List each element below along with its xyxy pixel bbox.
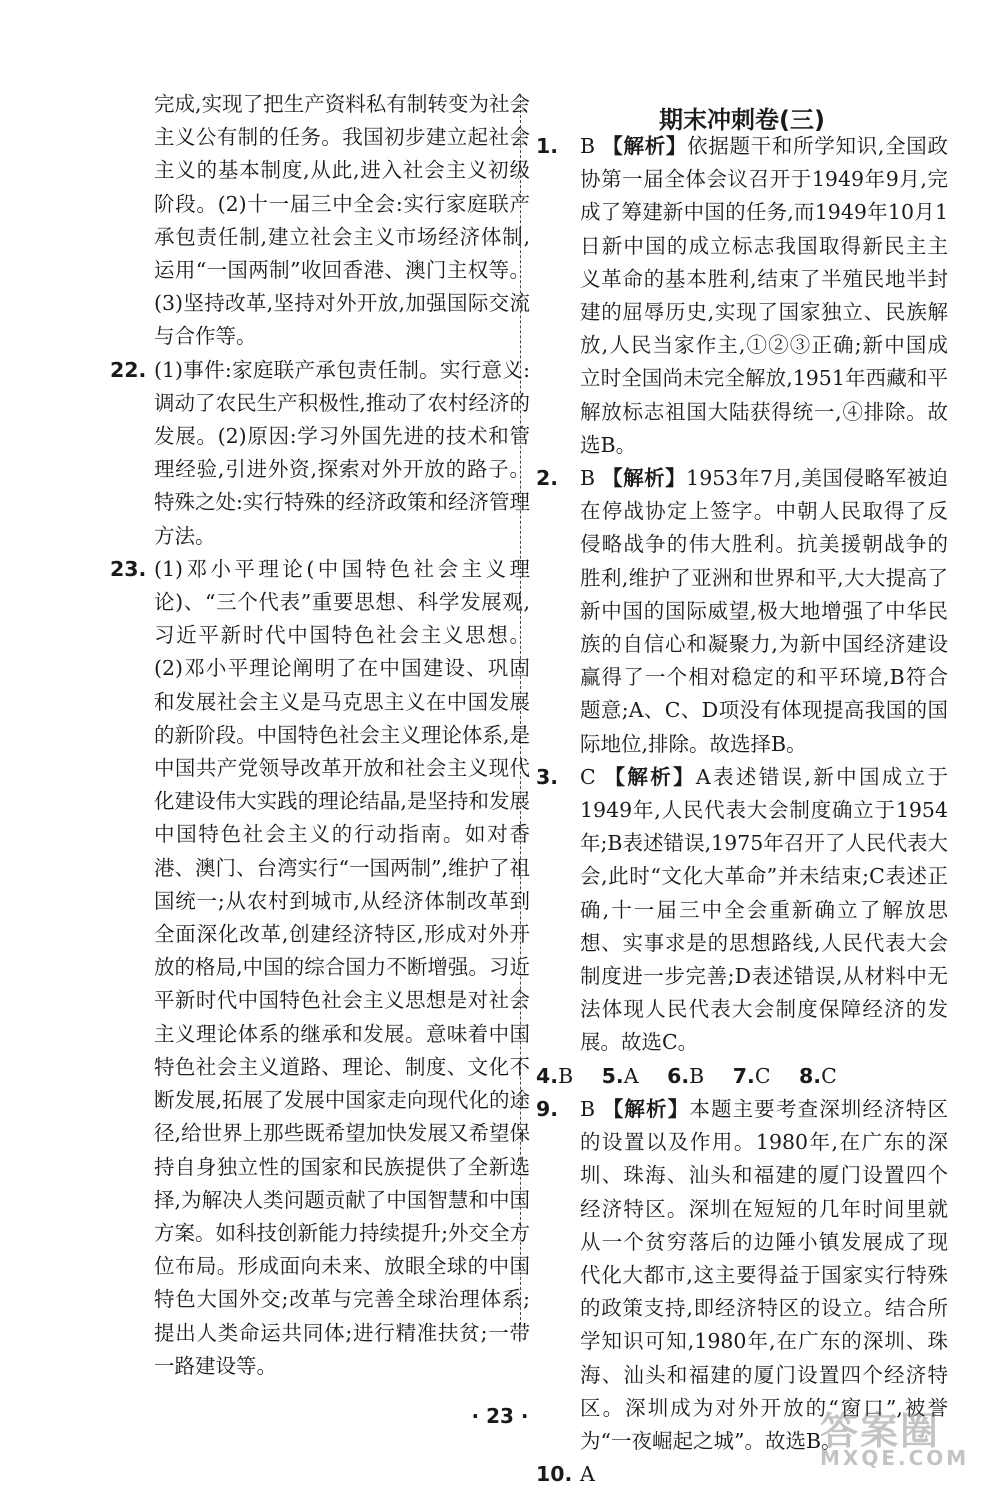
answer-letter: A [580, 1462, 595, 1487]
short-answer-5: 5.A [601, 1063, 639, 1088]
answer-text: 1953年7月,美国侵略军被迫在停战协定上签字。中朝人民取得了反侵略战争的伟大胜利。抗美援朝战争的胜利,维护了亚洲和世界和平,大大提高了新中国的国际威望,极大地增强了中华民族的自信心和凝聚力,为新中国经济建设赢得了一个相对稳定的和平环境,B符合题意;A、C、D项没有体现提高我国的国际地位,排除。故选择B。 [580, 466, 948, 756]
answer-letter: C [580, 764, 596, 789]
answer-3 [536, 761, 948, 1060]
right-column [536, 130, 948, 1491]
question-number: 23. [110, 556, 147, 581]
question-number: 10. [536, 1462, 573, 1487]
answer-23 [110, 553, 530, 1383]
answer-letter: B [580, 466, 596, 491]
watermark-logo [810, 1400, 980, 1472]
answer-letter: B [580, 1096, 596, 1121]
question-number: 9. [536, 1096, 559, 1121]
answer-letter: B [580, 134, 596, 158]
section-title: 期末冲刺卷(三) [659, 106, 825, 134]
answer-text: 本题主要考查深圳经济特区的设置以及作用。1980年,在广东的深圳、珠海、汕头和福建的厦门设置四个经济特区。深圳在短短的几年时间里就从一个贫穷落后的边陲小镇发展成了现代化大都市,这主要得益于国家实行特殊的政策支持,即经济特区的设立。结合所学知识可知,1980年,在广东的深圳、珠海、汕头和福建的厦门设置四个经济特区。深圳成为对外开放的“窗口”,被誉为“一夜崛起之城”。故选B。 [580, 1096, 949, 1453]
short-answer-4: 4.B [536, 1063, 574, 1088]
answer-text: (1)事件:家庭联产承包责任制。实行意义:调动了农民生产积极性,推动了农村经济的发展。(2)原因:学习外国先进的技术和管理经验,引进外资,探索对外开放的路子。特殊之处:实行特殊的经济政策和经济管理方法。 [154, 357, 530, 548]
analysis-tag: 【解析】 [602, 134, 688, 158]
analysis-tag: 【解析】 [604, 764, 696, 789]
watermark-url: MXQE.COM [820, 1446, 970, 1470]
answer-2 [536, 462, 948, 761]
continued-answer: 完成,实现了把生产资料私有制转变为社会主义公有制的任务。我国初步建立起社会主义的基本制度,从此,进入社会主义初级阶段。(2)十一届三中全会:实行家庭联产承包责任制,建立社会主义市场经济体制,运用“一国两制”收回香港、澳门主权等。(3)坚持改革,坚持对外开放,加强国际交流与合作等。 [154, 92, 530, 349]
question-number: 2. [536, 466, 559, 491]
question-number: 3. [536, 764, 559, 789]
answer-text: 依据题干和所学知识,全国政协第一届全体会议召开于1949年9月,完成了筹建新中国的任务,而1949年10月1日新中国的成立标志我国取得新民主主义革命的基本胜利,结束了半殖民地半封建的屈辱历史,实现了国家独立、民族解放,人民当家作主,①②③正确;新中国成立时全国尚未完全解放,1951年西藏和平解放标志祖国大陆获得统一,④排除。故选B。 [580, 134, 948, 457]
question-number: 22. [110, 357, 147, 382]
answer-22 [110, 354, 530, 553]
short-answer-8: 8.C [799, 1063, 837, 1088]
answer-text: A表述错误,新中国成立于1949年,人民代表大会制度确立于1954年;B表述错误,1975年召开了人民代表大会,此时“文化大革命”并未结束;C表述正确,十一届三中全会重新确立了解放思想、实事求是的思想路线,人民代表大会制度进一步完善;D表述错误,从材料中无法体现人民代表大会制度保障经济的发展。故选C。 [580, 764, 948, 1055]
analysis-tag: 【解析】 [602, 1096, 690, 1121]
watermark-text: 答案圈 [820, 1409, 941, 1453]
question-number: 1. [536, 134, 559, 158]
analysis-tag: 【解析】 [602, 466, 687, 491]
short-answers [536, 1060, 948, 1093]
page-number: · 23 · [471, 1404, 529, 1428]
short-answer-6: 6.B [667, 1063, 705, 1088]
short-answer-7: 7.C [732, 1063, 771, 1088]
left-column [110, 88, 530, 1383]
answer-1 [536, 130, 948, 462]
answer-text: (1)邓小平理论(中国特色社会主义理论)、“三个代表”重要思想、科学发展观,习近平新时代中国特色社会主义思想。(2)邓小平理论阐明了在中国建设、巩固和发展社会主义是马克思主义在中国发展的新阶段。中国特色社会主义理论体系,是中国共产党领导改革开放和社会主义现代化建设伟大实践的理论结晶,是坚持和发展中国特色社会主义的行动指南。如对香港、澳门、台湾实行“一国两制”,维护了祖国统一;从农村到城市,从经济体制改革到全面深化改革,创建经济特区,形成对外开放的格局,中国的综合国力不断增强。习近平新时代中国特色社会主义思想是对社会主义理论体系的继承和发展。意味着中国特色社会主义道路、理论、制度、文化不断发展,拓展了发展中国家走向现代化的途径,给世界上那些既希望加快发展又希望保持自身独立性的国家和民族提供了全新选择,为解决人类问题贡献了中国智慧和中国方案。如科技创新能力持续提升;外交全方位布局。形成面向未来、放眼全球的中国特色大国外交;改革与完善全球治理体系;提出人类命运共同体;进行精准扶贫;一带一路建设等。 [154, 556, 530, 1378]
